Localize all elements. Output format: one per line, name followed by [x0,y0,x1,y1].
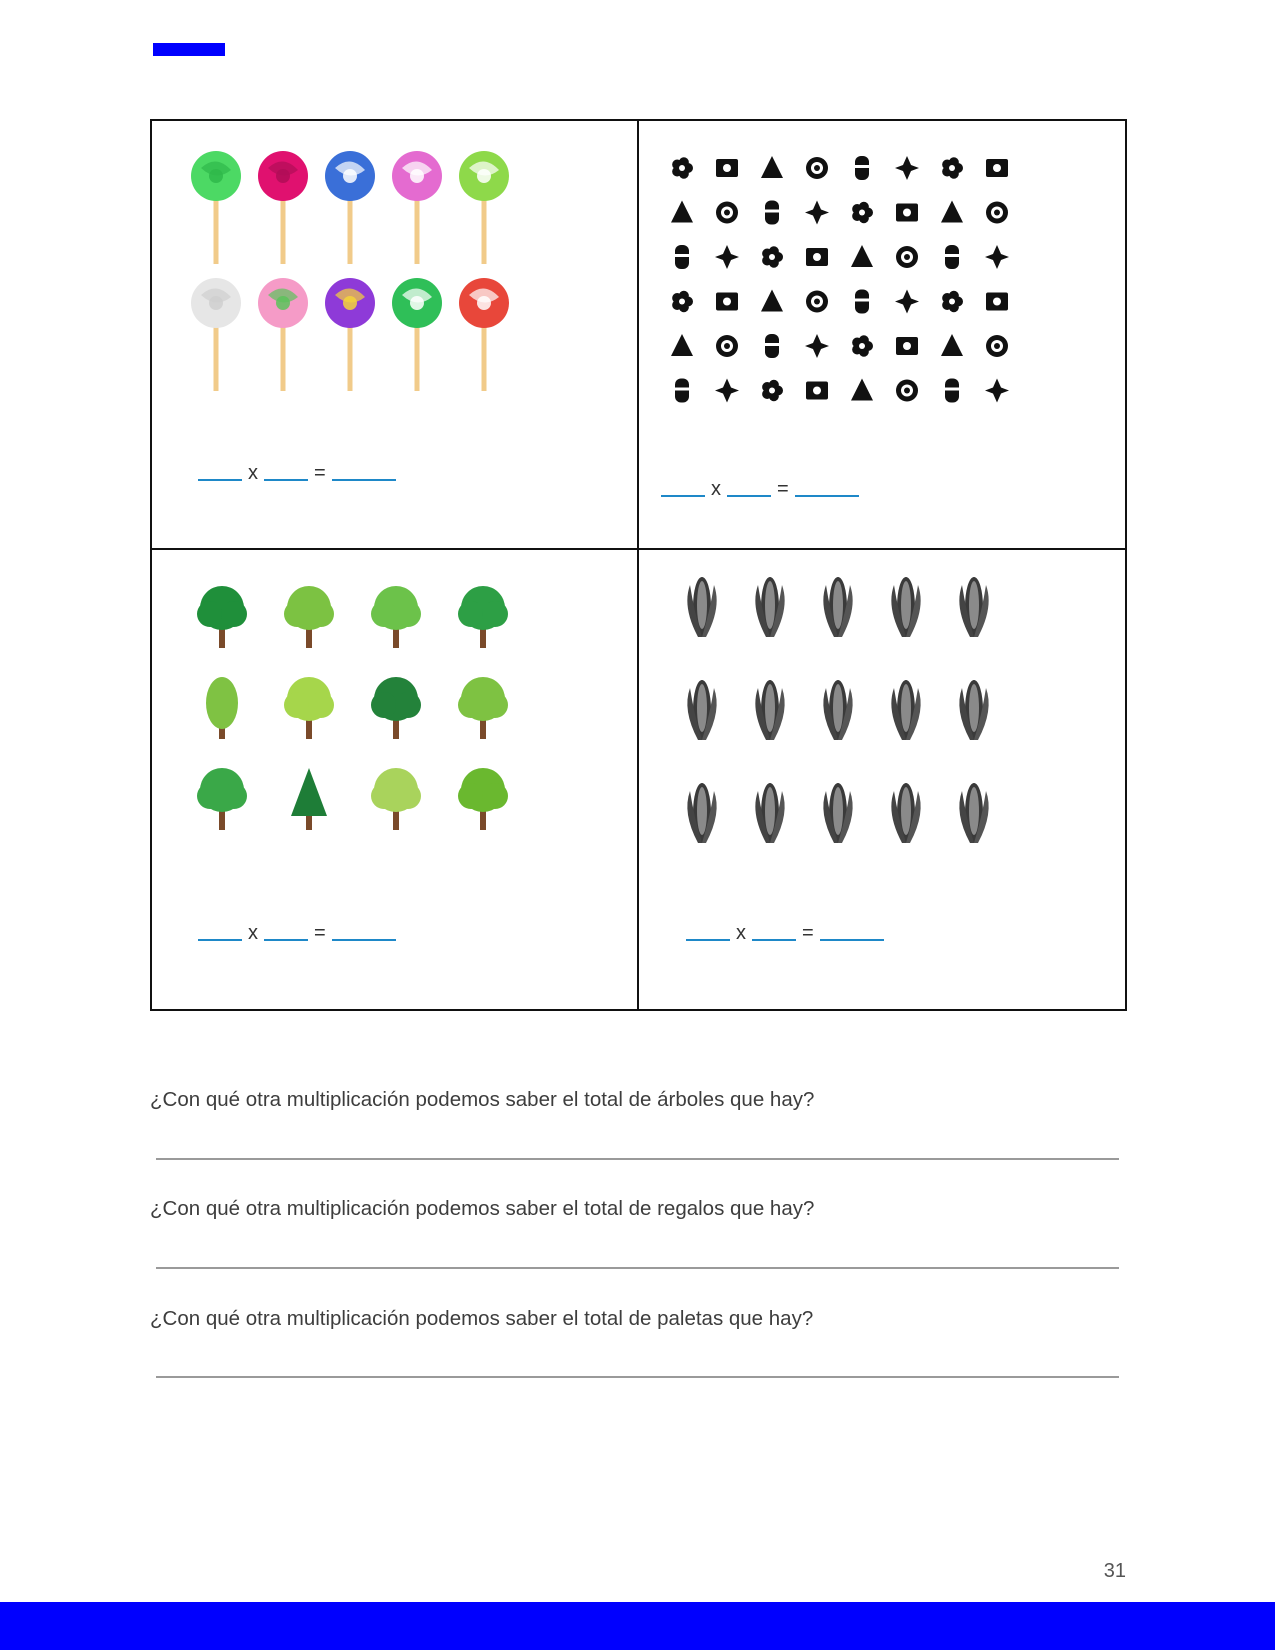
equation-lollipops[interactable] [198,462,396,484]
tree-icon [458,586,508,648]
japanese-symbol-icon [851,245,873,267]
lollipop-icon [191,151,241,264]
lollipop-icon [392,278,442,391]
japanese-symbol-icon [941,334,963,356]
exercise-grid [150,119,1127,1011]
japanese-symbol-icon [715,245,739,269]
japanese-symbol-icon [851,379,873,401]
lollipop-icon [191,278,241,391]
equals-sign: = [802,922,814,944]
corn-icon [891,680,920,740]
product-blank[interactable] [795,495,859,497]
panel-symbols [639,121,1127,550]
header-accent-bar [153,43,225,56]
question-trees: ¿Con qué otra multiplicación podemos saber el total de árboles que hay? [150,1088,815,1111]
answer-line-lollipops[interactable] [156,1376,1119,1378]
japanese-symbol-icon [852,202,873,223]
factor-2-blank[interactable] [752,939,796,941]
japanese-symbol-icon [942,157,963,178]
factor-2-blank[interactable] [264,939,308,941]
japanese-symbol-icon [895,290,919,314]
tree-icon [458,768,508,830]
japanese-symbol-icon [671,334,693,356]
japanese-symbol-icon [852,335,873,356]
corn-icon [823,680,852,740]
equals-sign: = [314,922,326,944]
lollipop-icon [258,151,308,264]
product-blank[interactable] [332,939,396,941]
corn-icon [891,783,920,843]
japanese-symbol-icon [806,382,828,400]
panel-corn [639,550,1127,1009]
japanese-symbol-icon [673,245,691,269]
japanese-symbol-icon [761,156,783,178]
japanese-symbol-icon [761,290,783,312]
japanese-symbol-icon [985,245,1009,269]
japanese-symbol-icon [943,379,961,403]
japanese-symbol-icon [762,246,783,267]
lollipops-array [152,121,639,550]
japanese-symbol-icon [896,246,918,268]
japanese-symbol-icon [716,293,738,311]
tree-icon [291,768,327,830]
corn-icon [687,783,716,843]
japanese-symbol-icon [762,380,783,401]
japanese-symbol-icon [986,335,1008,357]
equals-sign: = [314,462,326,484]
corn-icon [823,577,852,637]
corn-icon [687,577,716,637]
tree-icon [197,768,247,830]
product-blank[interactable] [820,939,884,941]
product-blank[interactable] [332,479,396,481]
japanese-symbol-icon [896,204,918,222]
japanese-symbol-icon [805,334,829,358]
lollipop-icon [459,278,509,391]
japanese-symbol-icon [763,201,781,225]
question-lollipops: ¿Con qué otra multiplicación podemos saber el total de paletas que hay? [150,1307,814,1330]
panel-trees [152,550,639,1009]
times-sign: x [736,922,746,944]
times-sign: x [248,922,258,944]
japanese-symbol-icon [985,379,1009,403]
corn-icon [891,577,920,637]
factor-1-blank[interactable] [661,495,705,497]
japanese-symbol-icon [806,248,828,266]
times-sign: x [248,462,258,484]
factor-1-blank[interactable] [198,939,242,941]
corn-icon [687,680,716,740]
equation-trees[interactable] [198,922,396,944]
japanese-symbol-icon [943,245,961,269]
question-gifts: ¿Con qué otra multiplicación podemos saber el total de regalos que hay? [150,1197,815,1220]
japanese-symbol-icon [986,202,1008,224]
factor-1-blank[interactable] [686,939,730,941]
tree-icon [284,586,334,648]
corn-icon [755,783,784,843]
japanese-symbol-icon [671,201,693,223]
japanese-symbol-icon [896,380,918,402]
panel-lollipops [152,121,639,550]
japanese-symbol-icon [672,291,693,312]
factor-1-blank[interactable] [198,479,242,481]
tree-icon [371,677,421,739]
tree-icon [458,677,508,739]
lollipop-icon [392,151,442,264]
japanese-symbol-icon [806,291,828,313]
japanese-symbol-icon [895,156,919,180]
factor-2-blank[interactable] [727,495,771,497]
answer-line-trees[interactable] [156,1158,1119,1160]
corn-icon [959,577,988,637]
tree-icon [206,677,238,739]
footer-accent-bar [0,1602,1275,1650]
lollipop-icon [325,151,375,264]
page-number: 31 [1103,1560,1126,1582]
corn-icon [823,783,852,843]
tree-icon [371,768,421,830]
japanese-symbol-icon [716,202,738,224]
japanese-symbol-icon [716,159,738,177]
times-sign: x [711,478,721,500]
japanese-symbol-icon [673,379,691,403]
japanese-symbol-icon [716,335,738,357]
japanese-symbol-icon [853,290,871,314]
japanese-symbol-icon [715,379,739,403]
japanese-symbol-icon [805,201,829,225]
equation-corn[interactable] [686,922,884,944]
japanese-symbol-icon [986,159,1008,177]
factor-2-blank[interactable] [264,479,308,481]
japanese-symbol-icon [986,293,1008,311]
tree-icon [197,586,247,648]
tree-icon [284,677,334,739]
equals-sign: = [777,478,789,500]
equation-symbols[interactable] [661,478,859,500]
corn-icon [959,680,988,740]
japanese-symbol-icon [672,157,693,178]
corn-icon [755,577,784,637]
japanese-symbol-icon [763,334,781,358]
japanese-symbol-icon [896,337,918,355]
answer-line-gifts[interactable] [156,1267,1119,1269]
corn-icon [755,680,784,740]
japanese-symbol-icon [942,291,963,312]
lollipop-icon [258,278,308,391]
japanese-symbol-icon [853,156,871,180]
japanese-symbol-icon [806,157,828,179]
lollipop-icon [459,151,509,264]
tree-icon [371,586,421,648]
japanese-symbol-icon [941,201,963,223]
lollipop-icon [325,278,375,391]
corn-icon [959,783,988,843]
